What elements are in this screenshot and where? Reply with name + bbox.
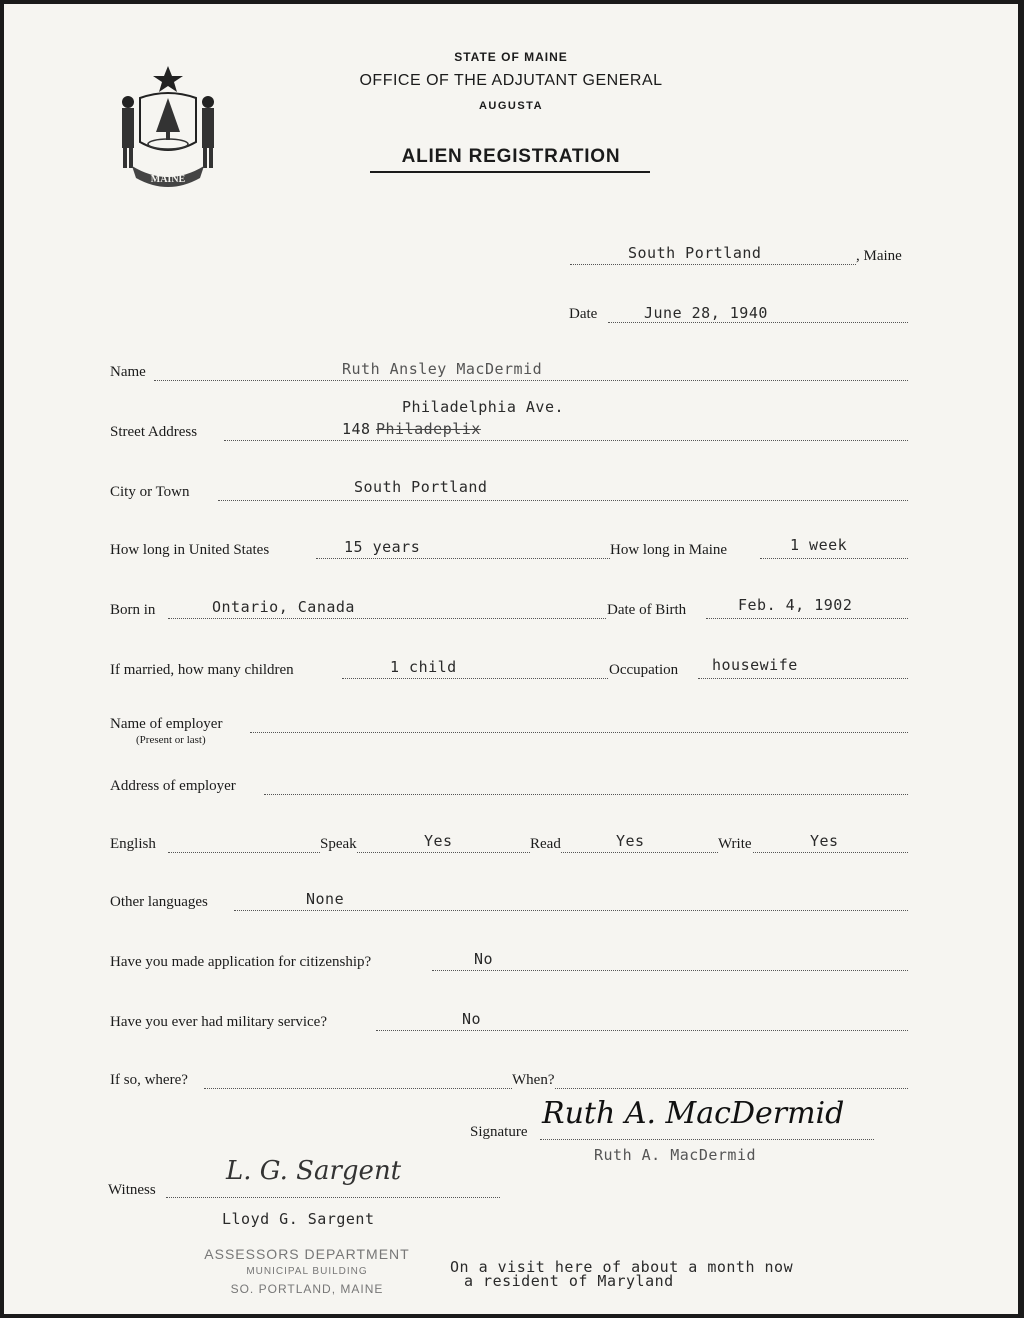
name-value: Ruth Ansley MacDermid xyxy=(342,360,543,378)
city-heading: AUGUSTA xyxy=(478,100,544,112)
us-duration-value: 15 years xyxy=(344,538,421,556)
note-line-1: On a visit here of about a month now xyxy=(450,1258,794,1276)
military-value: No xyxy=(462,1010,482,1028)
english-label: English xyxy=(110,836,156,852)
street-number: 148 xyxy=(342,420,371,438)
citizenship-row xyxy=(4,948,1018,978)
employer-address-label: Address of employer xyxy=(110,778,236,794)
employer-row xyxy=(4,716,1018,746)
applicant-name-typed: Ruth A. MacDermid xyxy=(594,1146,757,1164)
children-value: 1 child xyxy=(390,658,457,676)
occupation-label: Occupation xyxy=(609,662,679,678)
english-row xyxy=(4,830,1018,860)
witness-signature: L. G. Sargent xyxy=(226,1156,402,1186)
maine-duration-value: 1 week xyxy=(790,536,848,554)
name-row xyxy=(4,358,1018,388)
born-value: Ontario, Canada xyxy=(212,598,355,616)
street-correction: Philadelphia Ave. xyxy=(402,398,565,416)
when-label: When? xyxy=(512,1072,555,1088)
place-value: South Portland xyxy=(628,244,762,262)
name-label: Name xyxy=(110,364,146,380)
witness-name-typed: Lloyd G. Sargent xyxy=(222,1210,375,1228)
languages-value: None xyxy=(306,890,345,908)
signature-label: Signature xyxy=(470,1124,528,1140)
dob-label: Date of Birth xyxy=(607,602,687,618)
speak-value: Yes xyxy=(424,832,453,850)
place-suffix: , Maine xyxy=(856,248,902,264)
street-struck: Philadeplix xyxy=(376,420,481,438)
street-row xyxy=(4,398,1018,448)
military-row xyxy=(4,1008,1018,1038)
citizenship-label: Have you made application for citizenship? xyxy=(110,954,372,970)
write-value: Yes xyxy=(810,832,839,850)
city-label: City or Town xyxy=(110,484,190,500)
stamp-line-1: ASSESSORS DEPARTMENT xyxy=(204,1246,410,1262)
duration-row xyxy=(4,536,1018,566)
languages-label: Other languages xyxy=(110,894,208,910)
dob-value: Feb. 4, 1902 xyxy=(738,596,853,614)
write-label: Write xyxy=(718,836,752,852)
languages-row xyxy=(4,888,1018,918)
place-row xyxy=(4,244,1018,274)
read-value: Yes xyxy=(616,832,645,850)
speak-label: Speak xyxy=(320,836,357,852)
registration-form xyxy=(4,4,1018,1314)
city-value: South Portland xyxy=(354,478,488,496)
maine-duration-label: How long in Maine xyxy=(610,542,728,558)
birth-row xyxy=(4,596,1018,626)
employer-sublabel: (Present or last) xyxy=(136,734,206,746)
note-line-2: a resident of Maryland xyxy=(464,1272,674,1290)
state-heading: STATE OF MAINE xyxy=(454,50,568,64)
date-row xyxy=(4,302,1018,332)
us-duration-label: How long in United States xyxy=(110,542,270,558)
born-label: Born in xyxy=(110,602,156,618)
title-underline xyxy=(370,171,650,173)
form-title: ALIEN REGISTRATION xyxy=(401,146,621,167)
city-row xyxy=(4,478,1018,508)
citizenship-value: No xyxy=(474,950,494,968)
applicant-signature: Ruth A. MacDermid xyxy=(542,1096,845,1131)
office-heading: OFFICE OF THE ADJUTANT GENERAL xyxy=(359,72,663,89)
stamp-line-2: MUNICIPAL BUILDING xyxy=(246,1266,368,1277)
date-value: June 28, 1940 xyxy=(644,304,768,322)
employer-label: Name of employer xyxy=(110,716,223,732)
where-label: If so, where? xyxy=(110,1072,188,1088)
occupation-value: housewife xyxy=(712,656,798,674)
family-row xyxy=(4,656,1018,686)
children-label: If married, how many children xyxy=(110,662,294,678)
where-row xyxy=(4,1066,1018,1096)
svg-text:MAINE: MAINE xyxy=(150,174,186,185)
military-label: Have you ever had military service? xyxy=(110,1014,327,1030)
witness-label: Witness xyxy=(108,1182,156,1198)
employer-address-row xyxy=(4,772,1018,802)
date-label: Date xyxy=(569,306,598,322)
stamp-line-3: SO. PORTLAND, MAINE xyxy=(230,1282,384,1296)
read-label: Read xyxy=(530,836,561,852)
street-label: Street Address xyxy=(110,424,198,440)
